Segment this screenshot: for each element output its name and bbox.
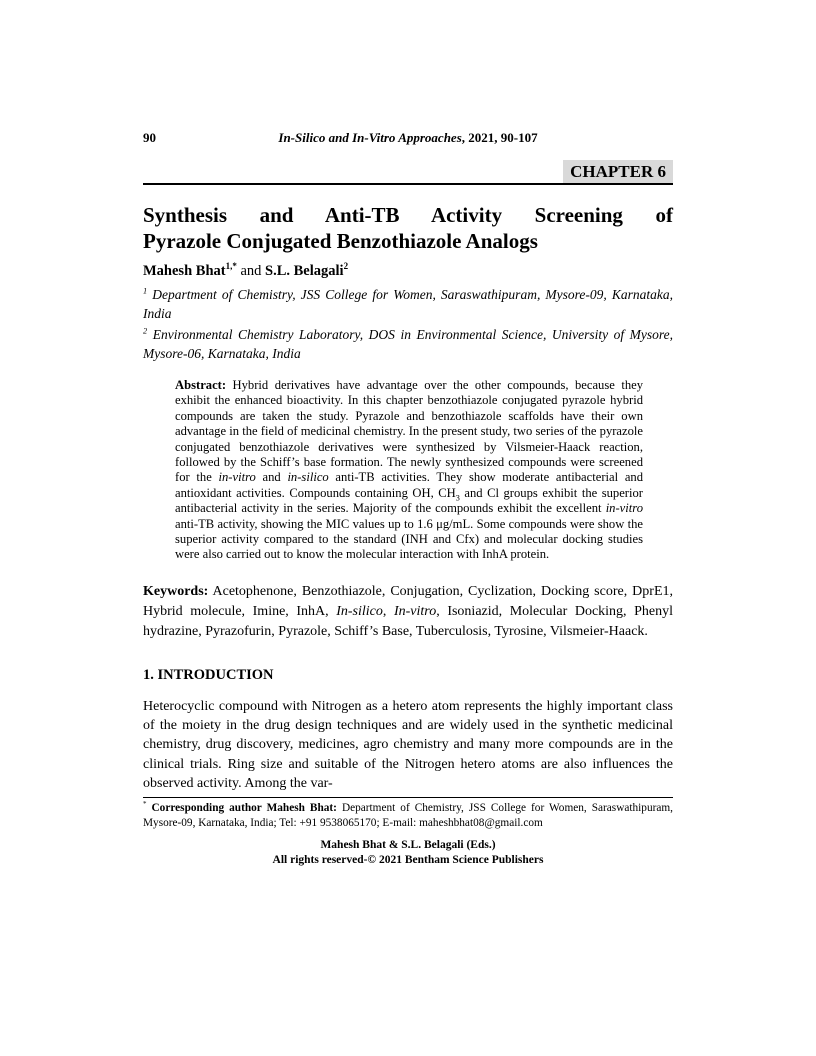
abstract-text-4: and Cl groups exhibit the superior antibacterial activity in the series. Majority of the compounds exhibit the excellent: [175, 485, 643, 516]
keywords-italic-insilico: In-silico: [336, 603, 383, 619]
introduction-heading: 1. INTRODUCTION: [143, 666, 274, 683]
affiliations-block: [143, 285, 673, 363]
keywords-text-3: , Isoniazid, Molecular Docking, Phenyl hydrazine, Pyrazofurin, Pyrazole, Schiff’s Base, Tuberculosis, Tyrosine, Vilsmeier-Haack.: [143, 603, 674, 639]
corresponding-author-footnote: [143, 801, 673, 830]
keywords-italic-invitro: In-vitro: [393, 603, 437, 619]
affiliation-2-text: Environmental Chemistry Laboratory, DOS in Environmental Science, University of Mysore, Mysore-06, Karnataka, India: [143, 327, 673, 361]
affiliation-2-superscript: 2: [143, 326, 148, 336]
running-head-meta: , 2021, 90-107: [461, 130, 538, 145]
author-2-superscript: 2: [343, 261, 349, 272]
abstract-text-2: and: [255, 470, 288, 485]
keywords-block: [143, 582, 673, 642]
page-title-line-1: Synthesis and Anti-TB Activity Screening of: [143, 203, 673, 227]
abstract-text-5: anti-TB activity, showing the MIC values up to 1.6 μg/mL. Some compounds were show the superior activity compared to the standard (INH and Cfx) and molecular docking studies were also carried out to know the molecular interaction with InhA protein.: [175, 516, 643, 562]
page-title-line-2: Pyrazole Conjugated Benzothiazole Analogs: [143, 229, 538, 253]
footnote-marker: *: [143, 800, 147, 809]
page-number: 90: [143, 130, 156, 145]
abstract-text-3: anti-TB activities. They show moderate antibacterial and antioxidant activities. Compounds containing OH, CH: [175, 470, 644, 500]
affiliation-1-superscript: 1: [143, 286, 148, 296]
footer-rights-line: All rights reserved-© 2021 Bentham Science Publishers: [272, 853, 544, 866]
chapter-label: CHAPTER 6: [563, 160, 673, 183]
abstract-italic-invitro-1: in-vitro: [218, 470, 256, 485]
abstract-subscript-ch3: 3: [455, 493, 460, 503]
abstract-italic-invitro-2: in-vitro: [605, 501, 643, 516]
abstract-italic-insilico: in-silico: [287, 470, 329, 485]
abstract-label: Abstract:: [175, 378, 227, 392]
footnote-bold-label: Corresponding author Mahesh Bhat:: [146, 802, 337, 815]
running-head-book-title: In-Silico and In-Vitro Approaches: [278, 130, 462, 145]
footer-editors-line: Mahesh Bhat & S.L. Belagali (Eds.): [320, 839, 496, 852]
affiliation-1-text: Department of Chemistry, JSS College for Women, Saraswathipuram, Mysore-09, Karnataka, India: [143, 287, 673, 321]
running-head: [143, 130, 673, 146]
affiliation-1: [143, 285, 673, 323]
running-header: [143, 130, 673, 146]
keywords-text-1: Acetophenone, Benzothiazole, Conjugation, Cyclization, Docking score, DprE1, Hybrid molecule, Imine, InhA,: [143, 583, 673, 619]
chapter-header-rule: [143, 158, 673, 185]
publisher-footer: [143, 838, 673, 867]
abstract-block: [175, 378, 643, 563]
keywords-label: Keywords:: [143, 583, 209, 599]
keywords-text-2: ,: [382, 603, 394, 619]
page-title: [143, 202, 673, 254]
author-1-superscript: 1,*: [225, 261, 237, 272]
abstract-text-1: Hybrid derivatives have advantage over the other compounds, because they exhibit the enhanced bioactivity. In this chapter benzothiazole conjugated pyrazole hybrid compounds are taken the study. Pyrazole and benzothiazole scaffolds have their own advantage in the field of medicinal chemistry. In the present study, two series of the pyrazole conjugated benzothiazole derivatives were synthesized by Vilsmeier-Haack reaction, followed by the Schiff’s base formation. The newly synthesized compounds were screened for the: [175, 378, 643, 485]
page-content: [143, 0, 673, 867]
introduction-paragraph: Heterocyclic compound with Nitrogen as a hetero atom represents the highly important class of the moiety in the drug design techniques and are widely used in the synthetic medicinal chemistry, drug discovery, medicines, agro chemistry and many more compounds are in the clinical trials. Ring size and suitable of the Nitrogen hetero atoms are also influences the observed activity. Among the var-: [143, 698, 673, 792]
author-name-2: S.L. Belagali: [265, 263, 344, 279]
author-name-1: Mahesh Bhat: [143, 263, 226, 279]
authors-connector: and: [236, 263, 266, 279]
footnote-text: Department of Chemistry, JSS College for Women, Saraswathipuram, Mysore-09, Karnataka, India; Tel: +91 9538065170; E-mail: maheshbhat08@gmail.com: [143, 802, 673, 829]
affiliation-2: [143, 325, 673, 363]
footnote-rule: [143, 797, 673, 798]
authors-line: [143, 262, 673, 280]
